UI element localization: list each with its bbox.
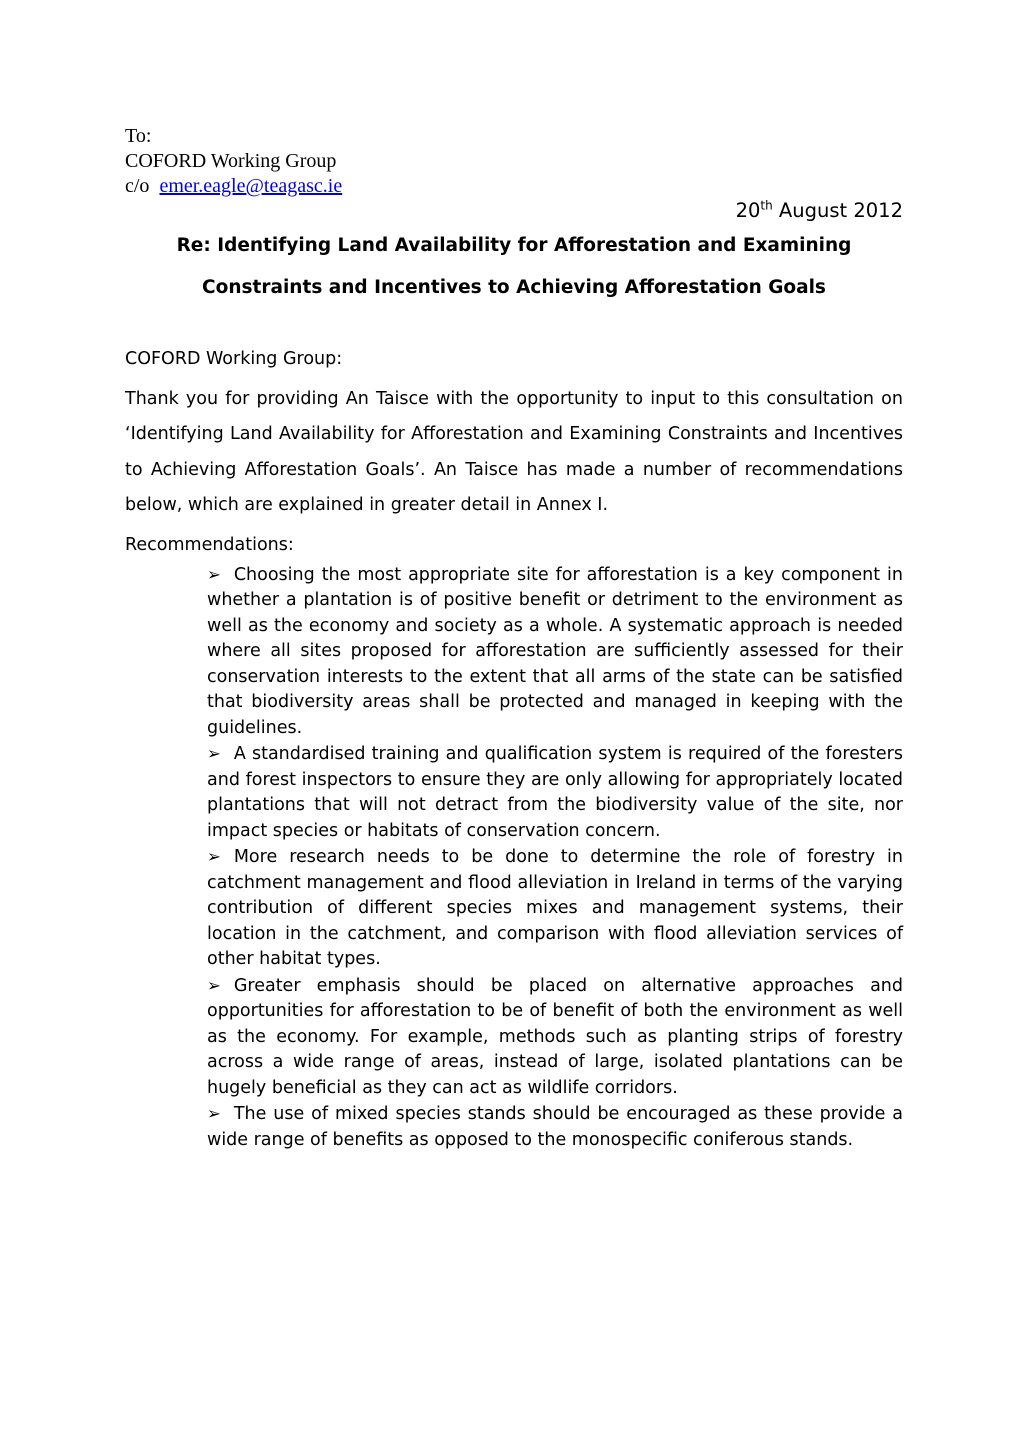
date-day: 20	[735, 199, 761, 222]
recipient-block	[125, 124, 903, 199]
recommendations-list	[125, 562, 903, 1154]
arrow-bullet-icon: ➢	[207, 975, 221, 995]
recommendation-text: Choosing the most appropriate site for afforestation is a key component in whether a plantation is of positive benefit or detriment to the environment as well as the economy and society as a whole. A systematic approach is needed where all sites proposed for afforestation are sufficiently assessed for their conservation interests to the extent that all arms of the state can be satisfied that biodiversity areas shall be protected and managed in keeping with the guidelines.	[207, 564, 903, 738]
intro-paragraph: Thank you for providing An Taisce with the opportunity to input to this consultation on ‘Identifying Land Availability for Afforestation and Examining Constraints and Incentives to Achieving Afforestation Goals’. An Taisce has made a number of recommendations below, which are explained in greater detail in Annex I.	[125, 388, 903, 515]
recommendation-item	[207, 741, 903, 844]
recipient-organization: COFORD Working Group	[125, 150, 337, 172]
recommendation-text: More research needs to be done to determine the role of forestry in catchment management and flood alleviation in Ireland in terms of the varying contribution of different species mixes and management systems, their location in the catchment, and comparison with flood alleviation services of other habitat types.	[207, 847, 903, 969]
subject-title	[125, 225, 903, 309]
subject-title-line2: Constraints and Incentives to Achieving Afforestation Goals	[202, 277, 826, 298]
recommendations-heading: Recommendations:	[125, 534, 294, 555]
recommendation-item	[207, 844, 903, 973]
recommendation-item	[207, 562, 903, 742]
date-rest: August 2012	[772, 199, 903, 222]
date-line	[125, 199, 903, 223]
arrow-bullet-icon: ➢	[207, 564, 221, 584]
to-label: To:	[125, 125, 152, 147]
arrow-bullet-icon: ➢	[207, 1104, 221, 1123]
recommendation-text: The use of mixed species stands should be encouraged as these provide a wide range of benefits as opposed to the monospecific coniferous stands.	[207, 1104, 903, 1150]
recommendation-text: A standardised training and qualification system is required of the foresters and forest inspectors to ensure they are only allowing for appropriately located plantations that will not detract from the biodiversity value of the site, nor impact species or habitats of conservation concern.	[207, 744, 903, 841]
subject-title-line1: Re: Identifying Land Availability for Afforestation and Examining	[176, 235, 852, 256]
arrow-bullet-icon: ➢	[207, 744, 221, 763]
recommendation-item	[207, 1101, 903, 1153]
email-link[interactable]: emer.eagle@teagasc.ie	[159, 175, 343, 197]
date-ordinal-suffix: th	[760, 198, 773, 213]
recommendation-text: Greater emphasis should be placed on alternative approaches and opportunities for afforestation to be of benefit of both the environment as well as the economy. For example, methods such as planting strips of forestry across a wide range of areas, instead of large, isolated plantations can be hugely beneficial as they can act as wildlife corridors.	[207, 975, 903, 1098]
arrow-bullet-icon: ➢	[207, 847, 221, 866]
recommendation-item	[207, 973, 903, 1102]
care-of-line	[125, 174, 903, 199]
care-of-label: c/o	[125, 175, 150, 197]
salutation: COFORD Working Group:	[125, 349, 343, 369]
